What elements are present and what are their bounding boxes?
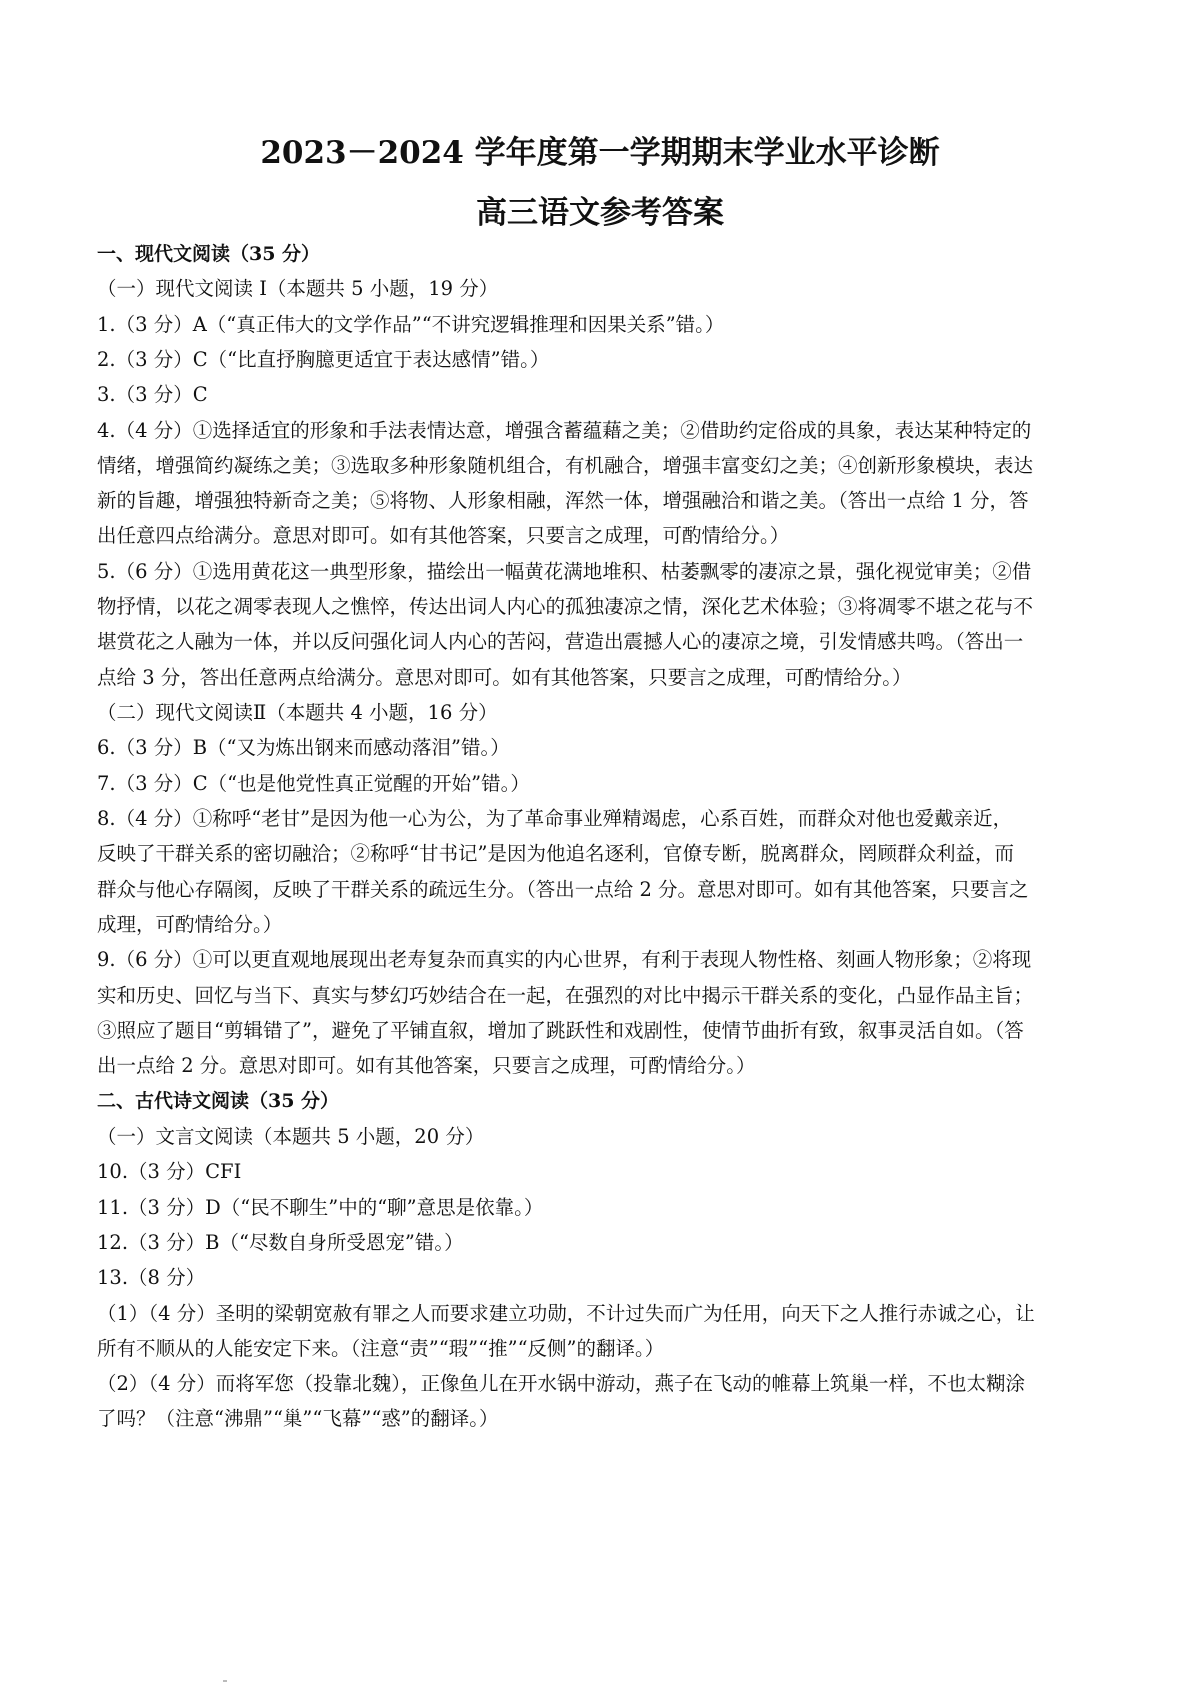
- answer-line: 点给 3 分，答出任意两点给满分。意思对即可。如有其他答案，只要言之成理，可酌情给分。）: [97, 666, 912, 689]
- answer-line: 8.（4 分）①称呼“老甘”是因为他一心为公，为了革命事业殚精竭虑，心系百姓，而群众对他也爱戴亲近，: [97, 807, 1013, 830]
- answer-line: （1）（4 分）圣明的梁朝宽赦有罪之人而要求建立功勋，不计过失而广为任用，向天下之人推行赤诚之心，让: [97, 1302, 1035, 1325]
- answer-line: 13.（8 分）: [97, 1266, 206, 1289]
- document-title: 2023－2024 学年度第一学期期末学业水平诊断: [260, 135, 940, 171]
- document-subtitle: 高三语文参考答案: [476, 195, 724, 231]
- answer-line: 3.（3 分）C: [97, 383, 208, 406]
- answer-line: 情绪，增强简约凝练之美；③选取多种形象随机组合，有机融合，增强丰富变幻之美；④创新形象模块，表达: [97, 454, 1034, 477]
- answer-line: 实和历史、回忆与当下、真实与梦幻巧妙结合在一起，在强烈的对比中揭示干群关系的变化，凸显作品主旨；: [97, 984, 1034, 1007]
- answer-line: 出一点给 2 分。意思对即可。如有其他答案，只要言之成理，可酌情给分。）: [97, 1054, 756, 1077]
- answer-line: 9.（6 分）①可以更直观地展现出老寿复杂而真实的内心世界，有利于表现人物性格、刻画人物形象；②将现: [97, 948, 1032, 971]
- section-heading: 二、古代诗文阅读（35 分）: [97, 1090, 340, 1112]
- answer-line: 2.（3 分）C（“比直抒胸臆更适宜于表达感情”错。）: [97, 348, 550, 371]
- answer-line: 4.（4 分）①选择适宜的形象和手法表情达意，增强含蓄蕴藉之美；②借助约定俗成的具象，表达某种特定的: [97, 419, 1032, 442]
- subsection-heading: （一）现代文阅读 I（本题共 5 小题，19 分）: [97, 277, 499, 300]
- answer-line: 6.（3 分）B（“又为炼出钢来而感动落泪”错。）: [97, 736, 510, 759]
- answer-line: 了吗？（注意“沸鼎”“巢”“飞幕”“惑”的翻译。）: [97, 1407, 499, 1430]
- subsection-heading: （一）文言文阅读（本题共 5 小题，20 分）: [97, 1125, 485, 1148]
- answer-line: 群众与他心存隔阂，反映了干群关系的疏远生分。（答出一点给 2 分。意思对即可。如有其他答案，只要言之: [97, 878, 1029, 901]
- answer-line: ③照应了题目“剪辑错了”，避免了平铺直叙，增加了跳跃性和戏剧性，使情节曲折有致，叙事灵活自如。（答: [97, 1019, 1024, 1042]
- subsection-heading: （二）现代文阅读Ⅱ（本题共 4 小题，16 分）: [97, 701, 498, 724]
- answer-line: 11.（3 分）D（“民不聊生”中的“聊”意思是依靠。）: [97, 1196, 544, 1219]
- answer-line: 成理，可酌情给分。）: [97, 913, 283, 936]
- answer-line: 12.（3 分）B（“尽数自身所受恩宠”错。）: [97, 1231, 464, 1254]
- answer-line: 5.（6 分）①选用黄花这一典型形象，描绘出一幅黄花满地堆积、枯萎飘零的凄凉之景，强化视觉审美；②借: [97, 560, 1032, 583]
- answer-line: 10.（3 分）CFI: [97, 1160, 242, 1183]
- answer-line: 堪赏花之人融为一体，并以反问强化词人内心的苦闷，营造出震撼人心的凄凉之境，引发情感共鸣。（答出一: [97, 630, 1024, 653]
- scan-mark: [223, 1680, 227, 1682]
- answer-line: 所有不顺从的人能安定下来。（注意“责”“瑕”“推”“反侧”的翻译。）: [97, 1337, 665, 1360]
- answer-line: （2）（4 分）而将军您（投靠北魏），正像鱼儿在开水锅中游动，燕子在飞动的帷幕上筑巢一样，不也太糊涂: [97, 1372, 1026, 1395]
- answer-line: 新的旨趣，增强独特新奇之美；⑤将物、人形象相融，浑然一体，增强融洽和谐之美。（答出一点给 1 分，答: [97, 489, 1029, 512]
- answer-line: 7.（3 分）C（“也是他党性真正觉醒的开始”错。）: [97, 772, 530, 795]
- answer-line: 出任意四点给满分。意思对即可。如有其他答案，只要言之成理，可酌情给分。）: [97, 524, 790, 547]
- answer-line: 物抒情，以花之凋零表现人之憔悴，传达出词人内心的孤独凄凉之情，深化艺术体验；③将凋零不堪之花与不: [97, 595, 1034, 618]
- answer-line: 反映了干群关系的密切融洽；②称呼“甘书记”是因为他追名逐利，官僚专断，脱离群众，罔顾群众利益，而: [97, 842, 1014, 865]
- section-heading: 一、现代文阅读（35 分）: [97, 243, 321, 265]
- answer-line: 1.（3 分）A（“真正伟大的文学作品”“不讲究逻辑推理和因果关系”错。）: [97, 313, 725, 336]
